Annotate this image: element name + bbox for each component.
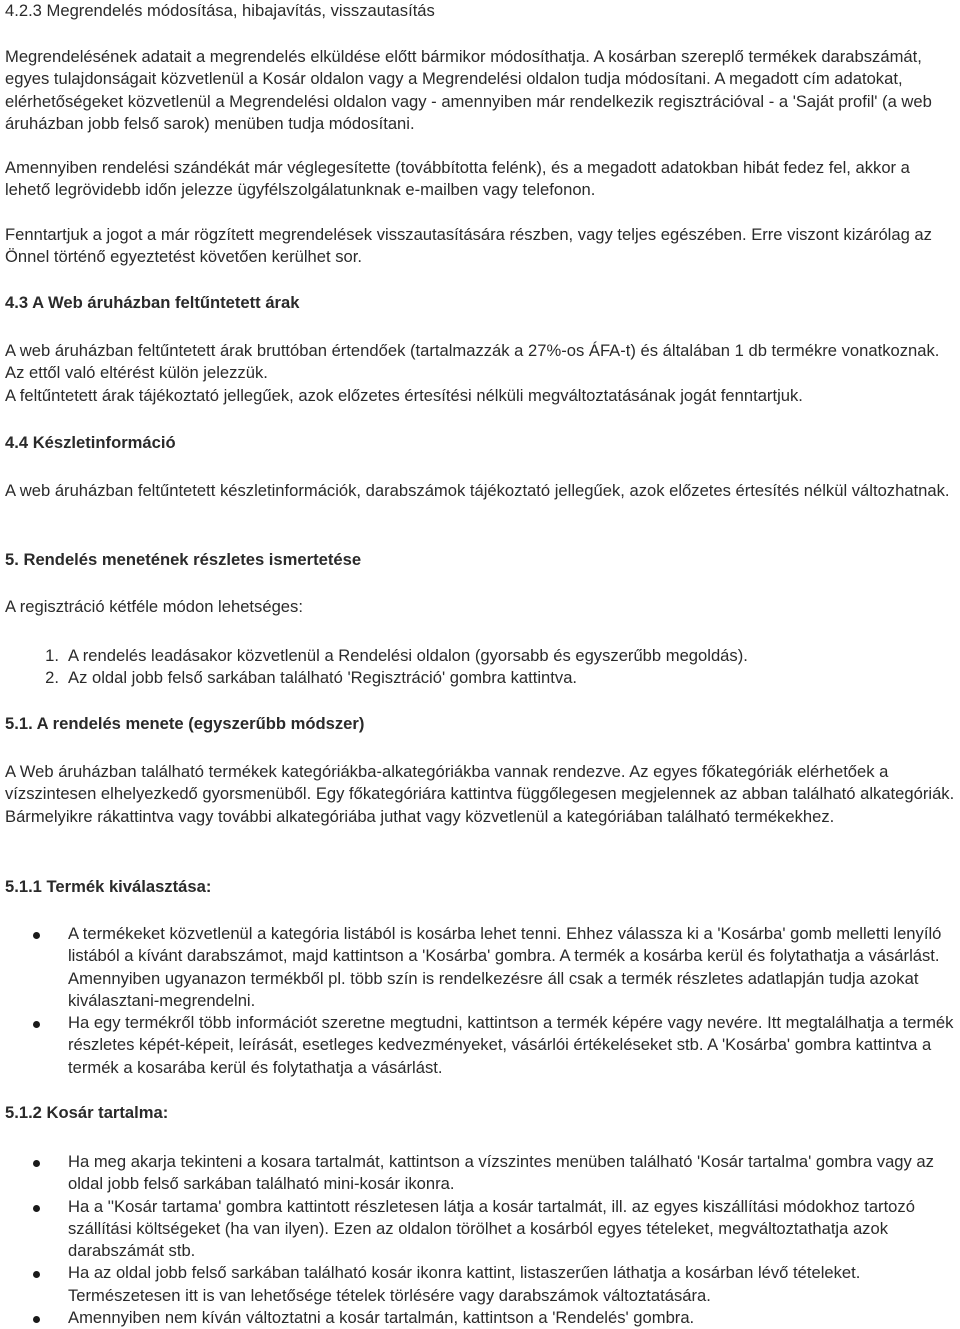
product-selection-list bbox=[5, 923, 957, 1079]
bullet-icon bbox=[33, 1021, 40, 1028]
list-item bbox=[5, 667, 957, 689]
paragraph-prices-informative: A feltűntetett árak tájékoztató jellegűek, azok előzetes értesítési nélküli megváltoztatásának jogát fenntartjuk. bbox=[5, 386, 803, 405]
bullet-icon bbox=[33, 1205, 40, 1212]
list-item bbox=[5, 645, 957, 667]
heading-4-2-3: 4.2.3 Megrendelés módosítása, hibajavítás, visszautasítás bbox=[5, 1, 435, 20]
bullet-icon bbox=[33, 932, 40, 939]
list-item-text: Ha egy termékről több információt szeretne megtudni, kattintson a termék képére vagy nevére. Itt megtalálhatja a termék részletes képét-képeit, leírását, esetleges kedvezményeket, vásárlói értékeléseket stb. A 'Kosárba' gombra kattintva a termék a kosarába kerül és folytathatja a vásárlást. bbox=[68, 1013, 954, 1077]
heading-5-1-1 bbox=[5, 876, 957, 898]
heading-5-1 bbox=[5, 713, 957, 735]
list-number: 2. bbox=[45, 668, 59, 688]
list-item bbox=[5, 1151, 957, 1196]
heading-5-1-1-number: 5.1.1 bbox=[5, 877, 42, 896]
registration-methods-list bbox=[5, 645, 957, 690]
bullet-icon bbox=[33, 1160, 40, 1167]
heading-5-1-2 bbox=[5, 1102, 957, 1124]
list-item-text: Ha a ''Kosár tartama' gombra kattintott részletesen látja a kosár tartalmát, ill. az egyes kiszállítási módokhoz tartozó szállítási költségeket (ha van ilyen). Ezen az oldalon törölhet a kosárból egyes tételeket, megváltoztathatja azok darabszámát stb. bbox=[68, 1196, 915, 1261]
paragraph-stock-info: A web áruházban feltűntetett készletinformációk, darabszámok tájékoztató jellegűek, azok előzetes értesítés nélkül változhatnak. bbox=[5, 481, 950, 500]
paragraph-prices-gross: A web áruházban feltűntetett árak bruttóban értendőek (tartalmazzák a 27%-os ÁFA-t) és általában 1 db termékre vonatkoznak. Az ettől való eltérést külön jelezzük. bbox=[5, 341, 940, 383]
paragraph-ordering-process: A Web áruházban található termékek kategóriákba-alkategóriákba vannak rendezve. Az egyes főkategóriák elérhetőek a vízszintesen elhelyezkedő gyorsmenüből. Egy főkategóriára kattintva függőlegesen megjelennek az abban található alkategóriák. Bármelyikre rákattintva vagy további alkategóriába juthat vagy közvetlenül a kategóriában található termékekhez. bbox=[5, 762, 955, 826]
list-item-text: Ha az oldal jobb felső sarkában található kosár ikonra kattint, listaszerűen láthatja a kosárban lévő tételeket. Természetesen itt is van lehetősége tételek törlésére vagy darabszámok változtatására. bbox=[68, 1263, 861, 1305]
list-item-text: Amennyiben nem kíván változtatni a kosár tartalmán, kattintson a 'Rendelés' gombra. bbox=[68, 1308, 695, 1328]
paragraph-order-modification: Megrendelésének adatait a megrendelés elküldése előtt bármikor módosíthatja. A kosárban szereplő termékek darabszámát, egyes tulajdonságait közvetlenül a Kosár oldalon vagy a Megrendelési oldalon tudja módosítani. A megadott cím adatokat, elérhetőségeket közvetlenül a Megrendelési oldalon vagy - amennyiben már rendelkezik regisztrációval - a 'Saját profil' (a web áruházban jobb felső sarok) menüben tudja módosítani. bbox=[5, 47, 932, 133]
heading-5-1-number: 5.1. bbox=[5, 714, 33, 733]
paragraph-registration-intro: A regisztráció kétféle módon lehetséges: bbox=[5, 597, 303, 616]
heading-5-1-2-text: Kosár tartalma: bbox=[41, 1103, 169, 1122]
cart-contents-list bbox=[5, 1151, 957, 1329]
heading-4-3-number: 4.3 bbox=[5, 293, 29, 312]
list-item-text: Az oldal jobb felső sarkában található 'Regisztráció' gombra kattintva. bbox=[68, 668, 578, 688]
bullet-icon bbox=[33, 1271, 40, 1278]
paragraph-order-error: Amennyiben rendelési szándékát már véglegesítette (továbbította felénk), és a megadott adatokban hibát fedez fel, akkor a lehető legrövidebb időn jelezze ügyfélszolgálatunknak e-mailben vagy telefonon. bbox=[5, 158, 910, 200]
list-number: 1. bbox=[45, 646, 59, 665]
heading-5-1-text: A rendelés menete (egyszerűbb módszer) bbox=[32, 714, 365, 733]
list-item bbox=[5, 1307, 957, 1329]
heading-4-3-text: A Web áruházban feltűntetett árak bbox=[28, 293, 300, 312]
list-item bbox=[5, 1012, 957, 1079]
list-item bbox=[5, 923, 957, 1012]
heading-5-1-1-text: Termék kiválasztása: bbox=[41, 877, 212, 896]
list-item-text: A rendelés leadásakor közvetlenül a Rendelési oldalon (gyorsabb és egyszerűbb megoldás). bbox=[68, 646, 748, 665]
heading-5-number: 5. bbox=[5, 550, 19, 569]
heading-4-4 bbox=[5, 432, 957, 454]
heading-4-4-number: 4.4 bbox=[5, 433, 29, 452]
heading-5-1-2-number: 5.1.2 bbox=[5, 1103, 42, 1122]
list-item-text: Ha meg akarja tekinteni a kosara tartalmát, kattintson a vízszintes menüben található 'Kosár tartalma' gombra vagy az oldal jobb felső sarkában található mini-kosár ikonra. bbox=[68, 1152, 934, 1194]
list-item-text: A termékeket közvetlenül a kategória listából is kosárba lehet tenni. Ehhez válassza ki a 'Kosárba' gomb melletti lenyíló listából a kívánt darabszámot, majd kattintson a 'Kosárba' gombra. A termék a kosárba kerül és folytathatja a vásárlást. Amennyiben ugyanazon termékből pl. több szín is rendelkezésre áll csak a termék részletes adatlapján tudja azokat kiválasztani-megrendelni. bbox=[68, 924, 942, 1010]
heading-4-4-text: Készletinformáció bbox=[28, 433, 176, 452]
heading-4-3 bbox=[5, 292, 957, 314]
heading-5-text: Rendelés menetének részletes ismertetése bbox=[18, 550, 362, 569]
bullet-icon bbox=[33, 1316, 40, 1323]
paragraph-order-rejection: Fenntartjuk a jogot a már rögzített megrendelések visszautasítására részben, vagy teljes egészében. Erre viszont kizárólag az Önnel történő egyeztetést követően kerülhet sor. bbox=[5, 225, 932, 267]
list-item bbox=[5, 1196, 957, 1263]
list-item bbox=[5, 1262, 957, 1307]
heading-5 bbox=[5, 549, 957, 571]
